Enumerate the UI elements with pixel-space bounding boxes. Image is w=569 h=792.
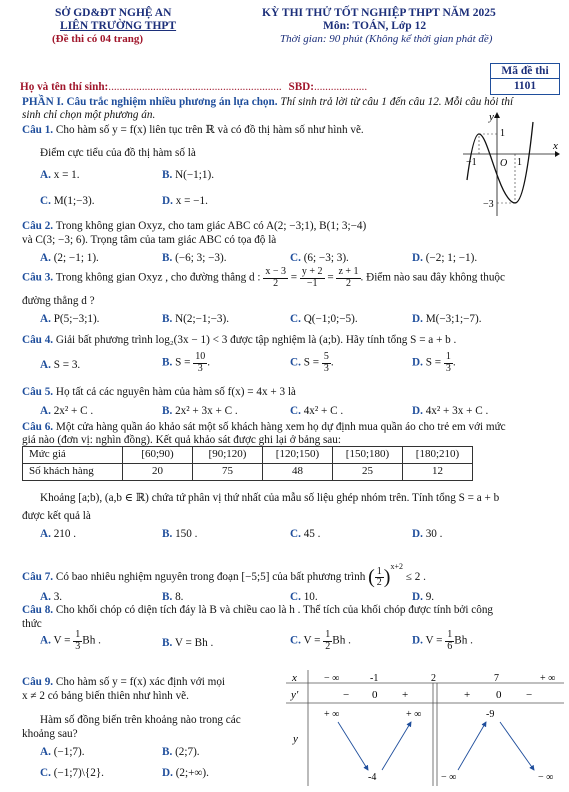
q3-option-b[interactable]: B. N(2;−1;−3). [162,313,230,325]
q6-text-3: Khoảng [a;b), (a,b ∈ ℝ) chứa tứ phân vị thứ nhất của mẫu số liệu ghép nhóm trên. Tính tổng S = a + b [40,492,500,504]
vt-x-val: 7 [494,673,499,684]
exam-code-label: Mã đề thi [501,65,549,77]
q8-option-c[interactable]: C. V = $\frac{1}{2}$ Bh . [290,629,351,652]
q3-frac-x: $\frac{x - 3}{2}$ [265,266,286,289]
q5-option-c[interactable]: C. 4x² + C . [290,405,344,417]
vt-x-val: -1 [370,673,379,684]
q6-text-2: giá nào (đơn vị: nghìn đồng). Kết quả khảo sát được ghi lại ở bảng sau: [22,434,341,446]
q1-text: Cho hàm số y = f(x) liên tục trên ℝ và có đồ thị hàm số như hình vẽ. [53,124,364,136]
q2-stem [22,219,366,233]
q5-stem: Câu 5. Họ tất cả các nguyên hàm của hàm số f(x) = 4x + 3 là [22,386,296,398]
exam-time: Thời gian: 90 phút (Không kể thời gian phát đề) [280,33,493,45]
origin-label: O [500,158,508,169]
vt-sign: + [464,689,471,701]
q4-option-a[interactable]: A. S = 3. [40,359,81,371]
q3-option-c[interactable]: C. Q(−1;0;−5). [290,313,358,325]
q7-option-b[interactable]: B. 8. [162,591,184,603]
vt-arrow-increasing-1 [382,722,411,770]
q8-option-b[interactable]: B. V = Bh . [162,637,214,649]
q9-text-3: Hàm số đồng biến trên khoảng nào trong các [40,714,241,726]
q9-stem: Câu 9. Cho hàm số y = f(x) xác định với mọi [22,676,226,688]
q7-option-d[interactable]: D. 9. [412,591,435,603]
q1-option-c[interactable]: C. M(1;−3). [40,195,95,207]
vt-yp-label: y' [291,689,299,701]
vt-y-val: -9 [486,709,495,720]
q6-label: Câu 6. [22,421,54,433]
vt-y-val: -4 [368,772,377,783]
candidate-name-line [20,80,367,94]
q6-option-b[interactable]: B. 150 . [162,528,198,540]
y-axis-arrow [494,112,500,118]
q2-option-a[interactable]: A. (2; −1; 1). [40,252,99,264]
q2-text-2: và C(3; −3; 6). Trọng tâm của tam giác ABC có tọa độ là [22,234,277,246]
sbd-label: SBD: [288,81,314,93]
vt-y-val: − ∞ [441,772,457,783]
q3-stem: Câu 3. Trong không gian Oxyz , cho đường thẳng d : $\frac{x - 3}{2}$ = $\frac{y + 2}{-1}$ = $\frac{z + 1}{2}$ . Điểm nào sau đây không thuộc [22,266,505,289]
tick-y-neg-label: −3 [483,199,494,210]
q8-stem: Câu 8. Cho khối chóp có diện tích đáy là B và chiều cao là h . Thể tích của khối chóp được tính bởi công [22,604,494,616]
vt-y-val: + ∞ [406,709,422,720]
q9-variation-table [286,670,566,788]
q4-option-d[interactable]: D. S = $\frac{1}{3}$ . [412,351,456,374]
exam-code-value: 1101 [491,78,559,93]
candidate-name-label: Họ và tên thí sinh: [20,81,109,93]
q2-label: Câu 2. [22,220,54,232]
q7-option-a[interactable]: A. 3. [40,591,63,603]
table-row-label: Số khách hàng [23,464,123,481]
q6-option-d[interactable]: D. 30 . [412,528,443,540]
y-axis-label: y [489,111,494,123]
part1-heading [22,95,513,109]
vt-x-val: + ∞ [540,673,556,684]
q4-option-b[interactable]: B. S = $\frac{10}{3}$ . [162,351,210,374]
q9-option-d[interactable]: D. (2;+∞). [162,767,209,779]
q1-function-graph [463,110,563,218]
candidate-name-dots: .............................................................. [108,81,282,93]
q8-option-d[interactable]: D. V = $\frac{1}{6}$ Bh . [412,629,473,652]
q2-option-b[interactable]: B. (−6; 3; −3). [162,252,227,264]
table-row-label: Mức giá [23,447,123,464]
vt-x-val: − ∞ [324,673,340,684]
q6-text-4: được kết quả là [22,510,91,522]
q6-option-a[interactable]: A. 210 . [40,528,77,540]
q2-text-1: Trong không gian Oxyz, cho tam giác ABC có A(2; −3;1), B(1; 3;−4) [53,220,367,232]
x-axis-label: x [553,140,558,152]
subject: Môn: TOÁN, Lớp 12 [323,20,427,32]
vt-sign: 0 [496,689,502,701]
part1-desc: Thí sinh trả lời từ câu 1 đến câu 12. Mỗi câu hỏi thí [277,96,514,108]
part1-title: PHẦN I. Câu trắc nghiệm nhiều phương án lựa chọn. [22,96,278,108]
vt-x-label: x [292,672,297,684]
q5-label: Câu 5. [22,386,54,398]
page-count: (Đề thi có 04 trang) [52,33,144,45]
q9-text-4: khoảng sau? [22,728,78,740]
q3-frac-y: $\frac{y + 2}{-1}$ [301,266,323,289]
q4-option-c[interactable]: C. S = $\frac{5}{3}$ . [290,351,334,374]
q7-stem: Câu 7. Có bao nhiêu nghiệm nguyên trong đoạn [−5;5] của bất phương trình ( $\frac{1}{2}$ )$^{x+2}$ ≤ 2 . [22,562,426,588]
table-row: Số khách hàng 20 75 48 25 12 [23,464,473,481]
department-name: SỞ GD&ĐT NGHỆ AN [55,7,172,19]
vt-sign: 0 [372,689,378,701]
q1-label: Câu 1. [22,124,54,136]
q8-label: Câu 8. [22,604,54,616]
vt-y-val: + ∞ [324,709,340,720]
q5-option-a[interactable]: A. 2x² + C . [40,405,94,417]
tick-x-pos-label: 1 [517,157,522,168]
sbd-dots: ................... [313,81,368,93]
q1-option-d[interactable]: D. x = −1. [162,195,208,207]
school-name: LIÊN TRƯỜNG THPT [60,20,177,32]
q7-base-fraction: $\frac{1}{2}$ [376,565,382,588]
q1-option-a[interactable]: A. x = 1. [40,169,80,181]
q3-frac-z: $\frac{z + 1}{2}$ [338,266,359,289]
part1-desc-2: sinh chỉ chọn một phương án. [22,109,156,121]
q9-option-c[interactable]: C. (−1;7)\{2}. [40,767,104,779]
q3-option-a[interactable]: A. P(5;−3;1). [40,313,100,325]
q2-option-d[interactable]: D. (−2; 1; −1). [412,252,478,264]
q9-text-2: x ≠ 2 có bảng biến thiên như hình vẽ. [22,690,189,702]
q1-option-b[interactable]: B. N(−1;1). [162,169,214,181]
q2-option-c[interactable]: C. (6; −3; 3). [290,252,349,264]
q1-stem [22,123,364,137]
q3-text-2: đường thẳng d ? [22,295,95,307]
vt-arrow-decreasing-2 [500,722,534,770]
q3-label: Câu 3. [22,271,54,284]
q8-text-2: thức [22,618,42,630]
q7-label: Câu 7. [22,571,54,584]
vt-arrow-decreasing-1 [338,722,368,770]
exam-title: KỲ THI THỬ TỐT NGHIỆP THPT NĂM 2025 [262,7,496,19]
vt-y-label: y [293,733,298,745]
q7-exponent: x+2 [390,562,403,572]
tick-x-neg-label: −1 [466,157,477,168]
q9-option-a[interactable]: A. (−1;7). [40,746,85,758]
q6-option-c[interactable]: C. 45 . [290,528,321,540]
vt-sign: − [343,689,350,701]
q6-frequency-table [22,446,473,481]
vt-sign: + [402,689,409,701]
vt-arrow-increasing-2 [458,722,486,770]
tick-y-pos-label: 1 [500,128,505,139]
vt-x-val: 2 [431,673,436,684]
exam-code-box [490,63,560,95]
table-row: Mức giá [60;90) [90;120) [120;150) [150;180) [180;210) [23,447,473,464]
q8-option-a[interactable]: A. V = $\frac{1}{3}$ Bh . [40,629,101,652]
q6-stem: Câu 6. Một cửa hàng quần áo khảo sát một số khách hàng xem họ dự định mua quần áo cho trẻ em với mức [22,421,506,433]
q4-label: Câu 4. [22,334,54,346]
vt-sign: − [526,689,533,701]
q7-option-c[interactable]: C. 10. [290,591,318,603]
q5-option-d[interactable]: D. 4x² + 3x + C . [412,405,489,417]
q9-label: Câu 9. [22,676,54,688]
q4-stem: Câu 4. Giải bất phương trình log₂(3x − 1) < 3 được tập nghiệm là (a;b). Hãy tính tổng S = a + b . [22,334,457,346]
q3-option-d[interactable]: D. M(−3;1;−7). [412,313,482,325]
q1-sub: Điểm cực tiểu của đồ thị hàm số là [40,147,196,159]
q5-option-b[interactable]: B. 2x² + 3x + C . [162,405,238,417]
q9-option-b[interactable]: B. (2;7). [162,746,200,758]
vt-y-val: − ∞ [538,772,554,783]
